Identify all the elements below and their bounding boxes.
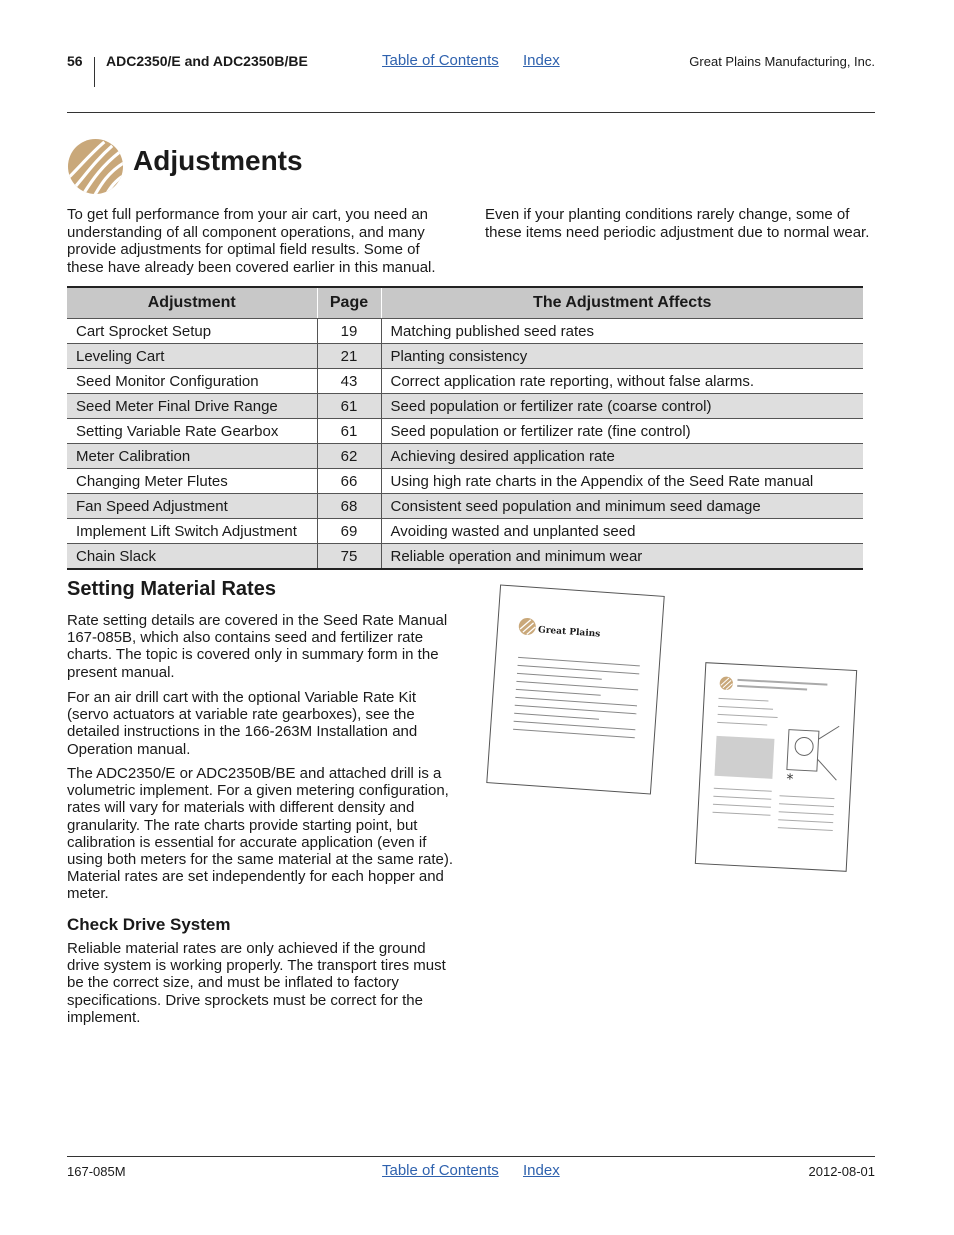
section-paragraph-1: Rate setting details are covered in the Seed Rate Manual 167-085B, which also contains seed and fertilizer rate charts. The topic is covered only in summary form in the present manual.	[67, 612, 448, 681]
table-row	[67, 544, 863, 570]
table-row	[67, 519, 863, 544]
affects-cell: Using high rate charts in the Appendix of the Seed Rate manual	[381, 469, 863, 494]
page-cell: 68	[317, 494, 381, 519]
affects-cell: Consistent seed population and minimum seed damage	[381, 494, 863, 519]
footer-rule	[67, 1156, 875, 1157]
page-cell: 62	[317, 444, 381, 469]
adjustment-cell: Leveling Cart	[67, 344, 317, 369]
page-cell: 61	[317, 394, 381, 419]
subsection-heading: Check Drive System	[67, 915, 231, 934]
header-divider	[94, 57, 95, 87]
adjustment-cell: Implement Lift Switch Adjustment	[67, 519, 317, 544]
page-cell: 43	[317, 369, 381, 394]
page-cell: 69	[317, 519, 381, 544]
affects-cell: Matching published seed rates	[381, 319, 863, 344]
intro-left: To get full performance from your air cart, you need an understanding of all component operations, and many provide adjustments for optimal field results. Some of these have already been covered earlier in this manual.	[67, 206, 436, 276]
affects-cell: Reliable operation and minimum wear	[381, 544, 863, 570]
adjustment-cell: Chain Slack	[67, 544, 317, 570]
table-row	[67, 419, 863, 444]
table-row	[67, 344, 863, 369]
manual-brand: Great Plains	[537, 625, 601, 640]
page-cell: 19	[317, 319, 381, 344]
page-logo-icon	[719, 676, 734, 691]
affects-cell: Seed population or fertilizer rate (fine control)	[381, 419, 863, 444]
table-row	[67, 319, 863, 344]
seed-rate-manual-cover-image	[486, 584, 664, 794]
toc-link[interactable]: Table of Contents	[382, 52, 499, 69]
page-header	[0, 52, 954, 88]
svg-text:*: *	[785, 771, 794, 788]
affects-cell: Achieving desired application rate	[381, 444, 863, 469]
adjustment-cell: Setting Variable Rate Gearbox	[67, 419, 317, 444]
gearbox-diagram-icon	[780, 717, 844, 790]
table-row	[67, 369, 863, 394]
adjustment-cell: Seed Meter Final Drive Range	[67, 394, 317, 419]
section-paragraph-3: The ADC2350/E or ADC2350B/BE and attached drill is a volumetric implement. For a given metering configuration, rates will vary for materials with different density and granularity. The rate charts provide starting point, but calibration is essential for accurate application (even if using both meters for the same material at the same rate). Material rates are set independently for each hopper and meter.	[67, 765, 454, 903]
column-header-page: Page	[317, 287, 381, 319]
adjustment-cell: Meter Calibration	[67, 444, 317, 469]
manual-text-lines	[513, 657, 640, 745]
adjustments-table	[67, 286, 863, 570]
column-header-affects: The Adjustment Affects	[381, 287, 863, 319]
page-footer	[0, 1162, 954, 1186]
manual-logo-icon	[518, 617, 537, 636]
company-name: Great Plains Manufacturing, Inc.	[689, 54, 875, 69]
page-cell: 66	[317, 469, 381, 494]
model-name: ADC2350/E and ADC2350B/BE	[106, 53, 308, 69]
index-link[interactable]: Index	[523, 52, 560, 69]
header-rule	[67, 112, 875, 113]
footer-index-link[interactable]: Index	[523, 1162, 560, 1179]
table-row	[67, 444, 863, 469]
great-plains-logo-icon	[67, 138, 124, 195]
document-number: 167-085M	[67, 1164, 126, 1179]
page-title: Adjustments	[133, 145, 303, 176]
page-cell: 21	[317, 344, 381, 369]
page-cell: 61	[317, 419, 381, 444]
table-row	[67, 469, 863, 494]
intro-right: Even if your planting conditions rarely change, some of these items need periodic adjustment due to normal wear.	[485, 206, 870, 241]
adjustment-cell: Changing Meter Flutes	[67, 469, 317, 494]
affects-cell: Correct application rate reporting, without false alarms.	[381, 369, 863, 394]
affects-cell: Planting consistency	[381, 344, 863, 369]
adjustment-cell: Seed Monitor Configuration	[67, 369, 317, 394]
adjustment-cell: Cart Sprocket Setup	[67, 319, 317, 344]
page-number: 56	[67, 53, 83, 69]
subsection-paragraph: Reliable material rates are only achieved if the ground drive system is working properly. The transport tires must be the correct size, and must be inflated to factory specifications. Drive sprockets must be correct for the implement.	[67, 940, 446, 1026]
section-heading: Setting Material Rates	[67, 578, 276, 600]
footer-toc-link[interactable]: Table of Contents	[382, 1162, 499, 1179]
table-row	[67, 394, 863, 419]
table-header-row	[67, 287, 863, 319]
affects-cell: Seed population or fertilizer rate (coarse control)	[381, 394, 863, 419]
table-row	[67, 494, 863, 519]
adjustment-cell: Fan Speed Adjustment	[67, 494, 317, 519]
revision-date: 2012-08-01	[808, 1164, 875, 1179]
column-header-adjustment: Adjustment	[67, 287, 317, 319]
section-paragraph-2: For an air drill cart with the optional Variable Rate Kit (servo actuators at variable rate gearboxes), see the detailed instructions in the 166-263M Installation and Operation manual.	[67, 689, 418, 758]
page-cell: 75	[317, 544, 381, 570]
operation-manual-page-image	[695, 662, 857, 872]
affects-cell: Avoiding wasted and unplanted seed	[381, 519, 863, 544]
